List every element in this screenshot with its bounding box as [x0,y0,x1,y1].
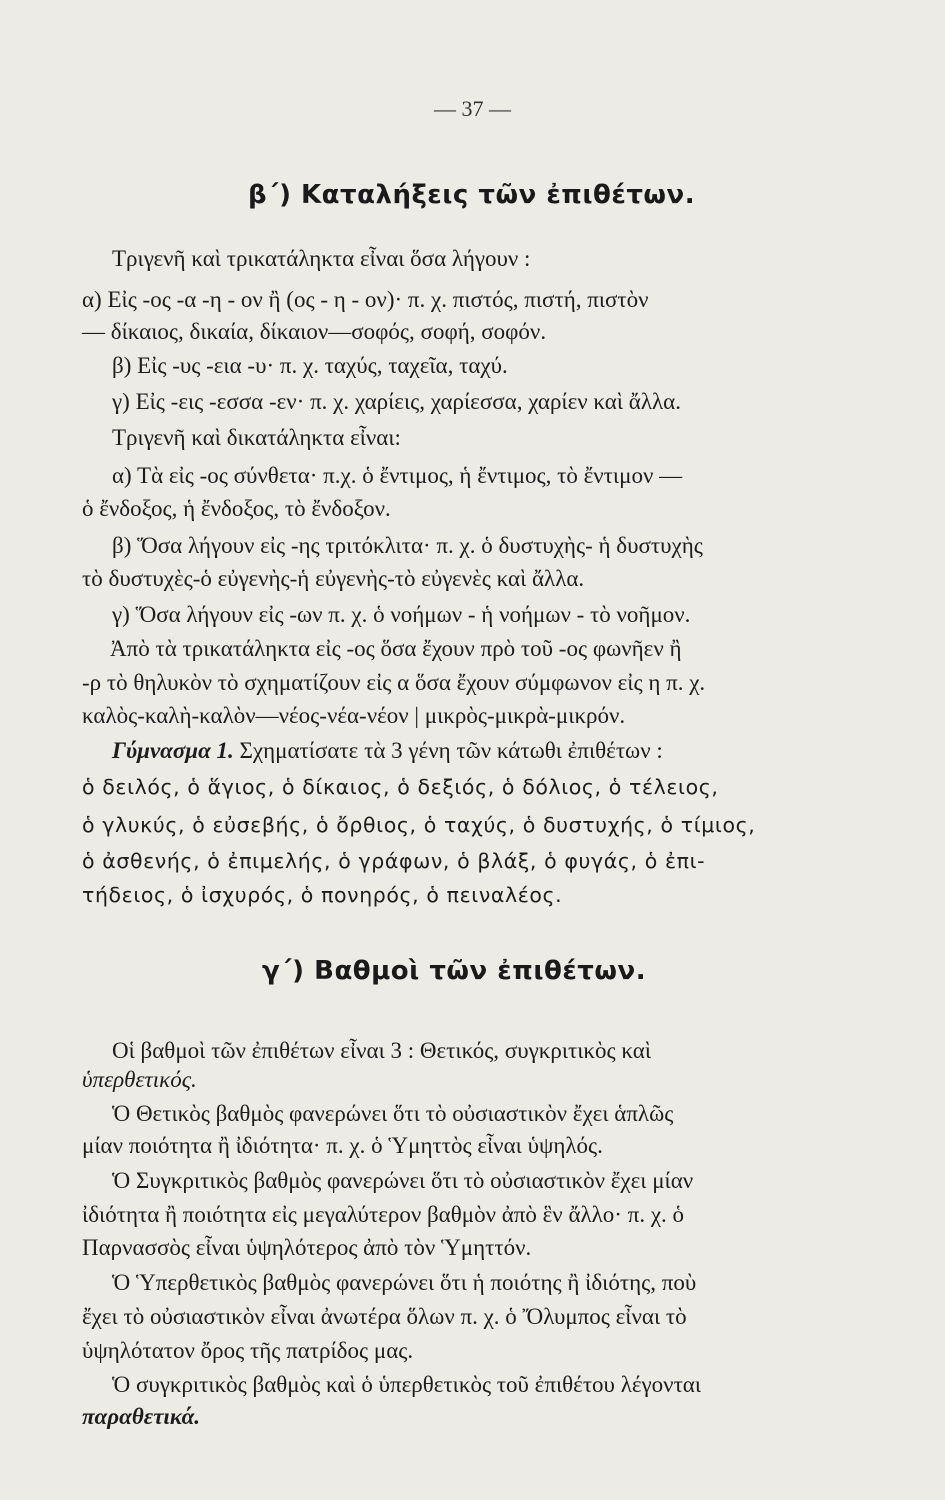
text-line: — δίκαιος, δικαία, δίκαιον—σοφός, σοφή, σοφόν. [82,319,547,344]
text-line: Ὁ Θετικὸς βαθμὸς φανερώνει ὅτι τὸ οὐσιαστικὸν ἔχει ἁπλῶς [112,1101,674,1126]
text-line: ἔχει τὸ οὐσιαστικὸν εἶναι ἀνωτέρα ὅλων π. χ. ὁ Ὄλυμπος εἶναι τὸ [82,1304,687,1329]
text-line: τὸ δυστυχὲς-ὁ εὐγενὴς-ἡ εὐγενὴς-τὸ εὐγενὲς καὶ ἄλλα. [82,566,585,591]
text-line: Τριγενῆ καὶ δικατάληκτα εἶναι: [112,425,401,450]
text-line: Ὁ Ὑπερθετικὸς βαθμὸς φανερώνει ὅτι ἡ ποιότης ἢ ἰδιότης, ποὺ [112,1270,697,1295]
page-number: — 37 — [434,96,511,121]
text-line: Ὁ Συγκριτικὸς βαθμὸς φανερώνει ὅτι τὸ οὐσιαστικὸν ἔχει μίαν [112,1168,694,1193]
text-line: -ρ τὸ θηλυκὸν τὸ σχηματίζουν εἰς α ὅσα ἔχουν σύμφωνον εἰς η π. χ. [82,670,706,695]
text-line: γ) Εἰς -εις -εσσα -εν· π. χ. χαρίεις, χαρίεσσα, χαρίεν καὶ ἄλλα. [112,389,681,414]
text-line: Τριγενῆ καὶ τρικατάληκτα εἶναι ὅσα λήγουν : [112,246,531,271]
exercise-label: Γύμνασμα 1. [112,738,234,763]
section-c-heading: γ΄) Βαθμοὶ τῶν ἐπιθέτων. [262,956,647,986]
text-line: Οἱ βαθμοὶ τῶν ἐπιθέτων εἶναι 3 : Θετικός, συγκριτικὸς καὶ [112,1038,652,1063]
exercise-instruction: Σχηματίσατε τὰ 3 γένη τῶν κάτωθι ἐπιθέτων : [239,738,663,763]
text-line: παραθετικά. [82,1404,201,1429]
text-line: ὁ ἔνδοξος, ἡ ἔνδοξος, τὸ ἔνδοξον. [82,496,391,521]
text-line: ὑψηλότατον ὄρος τῆς πατρίδος μας. [82,1338,414,1363]
text-line: ὑπερθετικός. [82,1067,197,1092]
text-line: β) Ὅσα λήγουν εἰς -ης τριτόκλιτα· π. χ. ὁ δυστυχὴς- ἡ δυστυχὴς [112,533,703,558]
text-line: α) Εἰς -ος -α -η - ον ἢ (ος - η - ον)· π. χ. πιστός, πιστή, πιστὸν [82,287,649,312]
exercise-line: ὁ ἀσθενής, ὁ ἐπιμελής, ὁ γράφων, ὁ βλάξ, ὁ φυγάς, ὁ ἐπι- [82,849,706,873]
exercise-heading-line [112,736,663,766]
exercise-line: ὁ δειλός, ὁ ἅγιος, ὁ δίκαιος, ὁ δεξιός, ὁ δόλιος, ὁ τέλειος, [82,775,719,799]
text-line: καλὸς-καλὴ-καλὸν—νέος-νέα-νέον | μικρὸς-μικρὰ-μικρόν. [82,703,626,728]
text-line: Ἀπὸ τὰ τρικατάληκτα εἰς -ος ὅσα ἔχουν πρὸ τοῦ -ος φωνῆεν ἢ [110,636,682,661]
text-line: μίαν ποιότητα ἢ ἰδιότητα· π. χ. ὁ Ὑμηττὸς εἶναι ὑψηλός. [82,1133,603,1158]
text-line: β) Εἰς -υς -εια -υ· π. χ. ταχύς, ταχεῖα, ταχύ. [112,353,508,378]
text-line: Παρνασσὸς εἶναι ὑψηλότερος ἀπὸ τὸν Ὑμηττόν. [82,1235,532,1260]
text-line: γ) Ὅσα λήγουν εἰς -ων π. χ. ὁ νοήμων - ἡ νοήμων - τὸ νοῆμον. [112,602,691,627]
exercise-line: ὁ γλυκύς, ὁ εὐσεβής, ὁ ὄρθιος, ὁ ταχύς, ὁ δυστυχής, ὁ τίμιος, [82,813,756,837]
text-line: α) Τὰ εἰς -ος σύνθετα· π.χ. ὁ ἔντιμος, ἡ ἔντιμος, τὸ ἔντιμον — [112,463,683,488]
text-line: Ὁ συγκριτικὸς βαθμὸς καὶ ὁ ὑπερθετικὸς τοῦ ἐπιθέτου λέγονται [112,1372,702,1397]
section-b-heading: β΄) Καταλήξεις τῶν ἐπιθέτων. [248,180,696,210]
text-line: ἰδιότητα ἢ ποιότητα εἰς μεγαλύτερον βαθμὸν ἀπὸ ἓν ἄλλο· π. χ. ὁ [82,1202,685,1227]
exercise-line: τήδειος, ὁ ἰσχυρός, ὁ πονηρός, ὁ πειναλέος. [82,883,563,907]
